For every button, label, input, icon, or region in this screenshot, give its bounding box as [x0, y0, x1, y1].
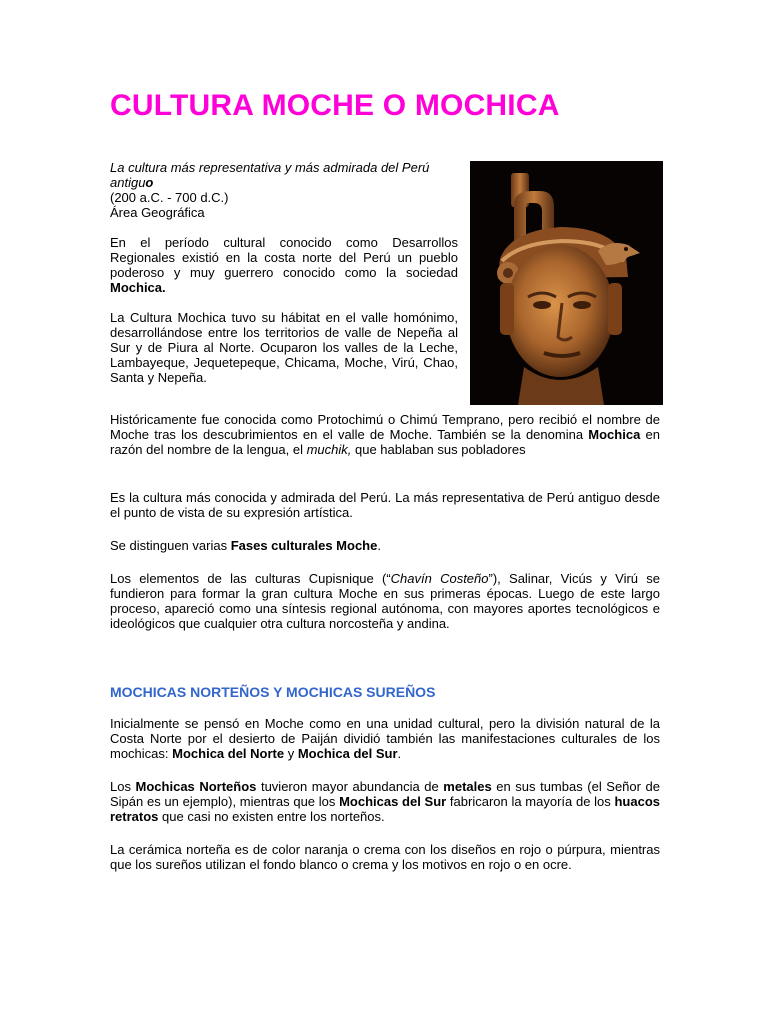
s2-bold-metales: metales	[443, 779, 492, 794]
moche-vessel-image	[470, 161, 663, 405]
s1-text-e: .	[397, 746, 402, 761]
s1-text-a: Inicialmente se pensó en Moche como en una unidad cultural, pero la división natural de la Costa Norte por el desierto de Paiján dividió también las manifestaciones culturales de los mochicas:	[110, 716, 660, 761]
paragraph-phases	[110, 538, 660, 553]
tagline-end: o	[145, 175, 154, 190]
s2-text-e: en sus tumbas (el Señor de Sipán es un ejemplo), mientras que los	[110, 779, 660, 809]
s1-text-c: y	[284, 746, 298, 761]
p6-text-a: Los elementos de las culturas Cupisnique (“	[110, 571, 391, 586]
p5-text-c: .	[377, 538, 381, 553]
tagline-italic: La cultura más representativa y más admirada del Perú antigu	[110, 160, 430, 190]
intro-paragraph-1	[110, 235, 458, 295]
p3-text-e: que hablaban sus pobladores	[351, 442, 526, 457]
p3-italic: muchik,	[306, 442, 352, 457]
s2-text-c: tuvieron mayor abundancia de	[256, 779, 444, 794]
page-title: CULTURA MOCHE O MOCHICA	[110, 89, 560, 122]
p3-text-a: Históricamente fue conocida como Protochimú o Chimú Temprano, pero recibió el nombre de Moche tras los descubrimientos en el valle de Moche. También se la denomina	[110, 412, 660, 442]
intro-p1-text: En el período cultural conocido como Desarrollos Regionales existió en la costa norte del Perú un pueblo poderoso y muy guerrero conocido como la sociedad	[110, 235, 458, 280]
p6-text-c: ”), Salinar, Vicús y Virú se fundieron para formar la gran cultura Moche en sus primeras épocas. Luego de este largo proceso, apareció como una síntesis regional autónoma, con mayores aportes tecnológicos e ideológicos que cualquier otra cultura norcosteña y andina.	[110, 571, 660, 631]
paragraph-admired: Es la cultura más conocida y admirada del Perú. La más representativa de Perú antiguo desde el punto de vista de su expresión artística.	[110, 490, 660, 520]
intro-paragraph-2: La Cultura Mochica tuvo su hábitat en el valle homónimo, desarrollándose entre los territorios de valle de Nepeña al Sur y de Piura al Norte. Ocuparon los valles de la Leche, Lambayeque, Jequetepeque, Chicama, Moche, Virú, Chao, Santa y Nepeña.	[110, 310, 458, 385]
s2-text-i: que casi no existen entre los norteños.	[158, 809, 385, 824]
moche-portrait-vessel-icon	[470, 161, 663, 405]
s2-text-g: fabricaron la mayoría de los	[446, 794, 615, 809]
date-range: (200 a.C. - 700 d.C.)	[110, 190, 229, 205]
paragraph-metals	[110, 779, 660, 824]
s2-bold-sur: Mochicas del Sur	[339, 794, 447, 809]
s1-bold-north: Mochica del Norte	[172, 746, 285, 761]
area-label: Área Geográfica	[110, 205, 205, 220]
s2-text-a: Los	[110, 779, 136, 794]
p6-italic: Chavín Costeño	[390, 571, 489, 586]
intro-block	[110, 160, 458, 385]
s1-bold-south: Mochica del Sur	[297, 746, 398, 761]
section-heading: MOCHICAS NORTEÑOS Y MOCHICAS SUREÑOS	[110, 684, 436, 700]
s2-bold-a: Mochicas Norteños	[135, 779, 257, 794]
paragraph-ceramics: La cerámica norteña es de color naranja o crema con los diseños en rojo o púrpura, mientras que los sureños utilizan el fondo blanco o crema y los motivos en rojo o en ocre.	[110, 842, 660, 872]
intro-p1-bold: Mochica.	[110, 280, 166, 295]
tagline	[110, 160, 458, 190]
paragraph-history	[110, 412, 660, 457]
p3-text-c: en razón del nombre de la lengua, el	[110, 427, 660, 457]
paragraph-origins	[110, 571, 660, 631]
p5-text-a: Se distinguen varias	[110, 538, 231, 553]
paragraph-division	[110, 716, 660, 761]
p3-bold: Mochica	[588, 427, 641, 442]
s2-bold-huacos: huacos retratos	[110, 794, 660, 824]
p5-bold: Fases culturales Moche	[230, 538, 378, 553]
